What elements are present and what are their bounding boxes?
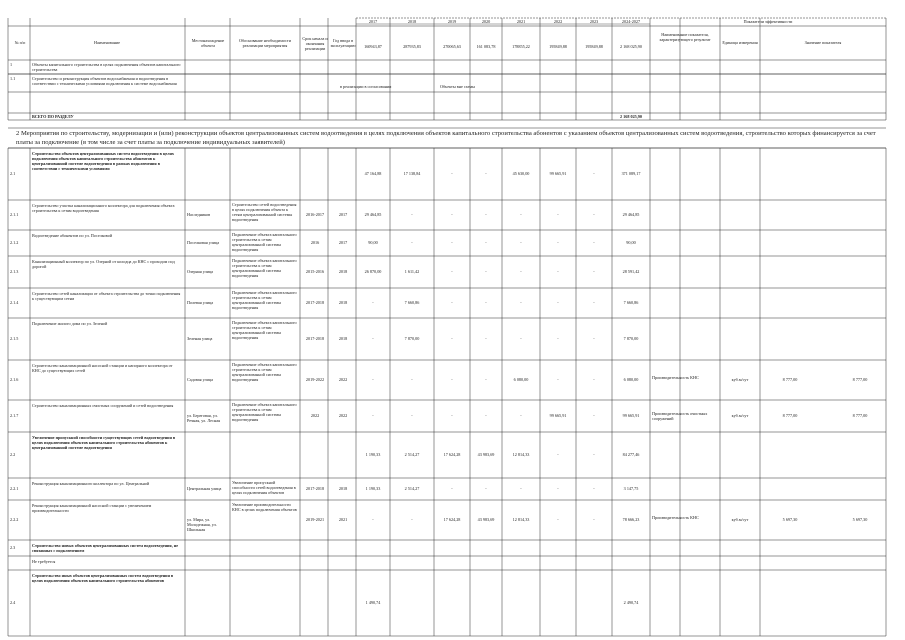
- row-value: 29 464,85: [622, 212, 640, 217]
- header-justification: Обоснование необходимости реализации мероприятия: [239, 38, 291, 48]
- row-value: [435, 600, 469, 606]
- header-num: № п/п: [14, 40, 26, 45]
- row-unit: [722, 545, 758, 551]
- row-indicator: [652, 267, 718, 277]
- row-value: -: [593, 336, 595, 341]
- row-value: -: [557, 240, 559, 245]
- row-value: [541, 600, 575, 606]
- header-ind-value: Значение показателя: [804, 40, 842, 45]
- row-value: [613, 560, 649, 566]
- row-name: Строительство новых объектов централизованных систем водоотведения, не связанных с подключением: [32, 543, 179, 553]
- row-value: 7 870,00: [623, 336, 639, 341]
- row-value: [577, 560, 611, 566]
- header-year-total: 287935,83: [403, 44, 421, 49]
- row-value: -: [372, 413, 374, 418]
- row-value: -: [520, 212, 522, 217]
- row-value: -: [593, 517, 595, 522]
- row-indicator: [652, 558, 718, 568]
- row-name: Строительство участка канализационного коллектора для подключения объекта строительства к сетям водоотведения: [32, 203, 175, 213]
- row-name: Строительство иных объектов централизованных систем водоотведения в целях подключения объектов капитального строительства абонентов: [32, 573, 174, 583]
- row-value: 99 665,91: [549, 413, 567, 418]
- row-value: 29 464,85: [364, 212, 382, 217]
- row-value: 99 665,91: [622, 413, 640, 418]
- row-value: -: [520, 240, 522, 245]
- row-value: -: [411, 413, 413, 418]
- row-value: -: [520, 300, 522, 305]
- row-num: 2.1.5: [10, 336, 19, 341]
- row-value: -: [451, 269, 453, 274]
- row-name: Строительство сетей канализации от объекта строительства до точки подключения к существующим сетям: [32, 291, 181, 301]
- row-value: 17 138,84: [403, 171, 421, 176]
- row-value: [391, 600, 433, 606]
- row-ind-value: [840, 336, 880, 342]
- row-value: 43 983,69: [477, 517, 495, 522]
- row-value: -: [593, 300, 595, 305]
- row-num: 2.4: [10, 600, 16, 605]
- row-name: Строительство и реконструкция объектов водоснабжения и водоотведения в соответствии с техническими условиями подключения к системе водоснабжения: [32, 76, 177, 86]
- row-year: 2022: [338, 377, 348, 382]
- row-start: 2016-2017: [305, 212, 325, 217]
- header-year-5: 2022: [553, 19, 563, 24]
- row-start: 2017-2018: [305, 336, 325, 341]
- header-year-total: 2 168 025,90: [620, 44, 642, 49]
- row-value: 78 666,23: [622, 517, 640, 522]
- header-location: Местонахождение объекта: [191, 38, 225, 48]
- row-unit: [722, 486, 758, 492]
- row-name: Строительство канализационных очистных сооружений и сетей водоотведения: [32, 403, 174, 408]
- row-value: 2 514,27: [404, 452, 420, 457]
- row-value: -: [485, 212, 487, 217]
- row-value: 17 624,28: [443, 452, 461, 457]
- row-value: -: [557, 452, 559, 457]
- row-num: [10, 560, 28, 566]
- row-value: -: [451, 300, 453, 305]
- row-start: [302, 600, 328, 606]
- row-ind-value: [772, 486, 808, 492]
- row-indicator: [652, 334, 718, 344]
- header-year-total: 270065,63: [443, 44, 461, 49]
- row-indicator: [652, 484, 718, 494]
- row-unit: [722, 269, 758, 275]
- row-num: 2.2.1: [10, 486, 19, 491]
- row-value: -: [593, 269, 595, 274]
- row-year: 2018: [338, 336, 348, 341]
- row-value: -: [451, 377, 453, 382]
- row-ind-value: [840, 600, 880, 606]
- row-indicator: Производительность КНС: [652, 375, 699, 380]
- row-value: -: [451, 240, 453, 245]
- row-value: 28 591,42: [622, 269, 640, 274]
- row-year: 2022: [338, 413, 348, 418]
- row-ind-value: 8 777,00: [782, 377, 798, 382]
- header-indicators: Показатели эффективности: [743, 19, 793, 24]
- row-location: ул. Береговая, ул. Речная, ул. Лесная: [187, 413, 221, 423]
- row-value: [357, 545, 389, 551]
- header-year-7: 2024-2027: [621, 19, 641, 24]
- row-year: 2017: [338, 212, 348, 217]
- row-location: [187, 171, 229, 179]
- row-value: [357, 560, 389, 566]
- row-justification: Подключение объекта капитального строительства к сетям централизованной системы водоотведения: [232, 232, 297, 252]
- row-value: 7 870,00: [404, 336, 420, 341]
- row-justification: [232, 542, 298, 555]
- row-value: -: [557, 212, 559, 217]
- row-value: -: [485, 377, 487, 382]
- row-value: 45 630,00: [512, 171, 530, 176]
- row-indicator: Производительность очистных сооружений: [652, 411, 708, 421]
- section-title: 2 Мероприятия по строительству, модернизации и (или) реконструкции объектов централизованных систем водоотведения в целях подключения объектов капитального строительства абонентов с указанием объектов централизованных систем водоотведения, строительство которых финансируется за счет платы за подключение (в том числе за счет платы за подключение индивидуальных заявителей): [16, 130, 876, 146]
- row-value: 1 190,33: [365, 486, 381, 491]
- row-location: Зеленая улица: [187, 336, 213, 341]
- row-value: [503, 545, 539, 551]
- row-indicator: [652, 298, 718, 308]
- row-num: 2.1.1: [10, 212, 19, 217]
- row-location: Наследников: [187, 212, 211, 217]
- header-name: Наименование: [93, 40, 121, 45]
- row-value: 3 147,75: [623, 486, 639, 491]
- row-location: [187, 452, 229, 460]
- row-name: Подключение жилого дома по ул. Зеленой: [32, 321, 108, 326]
- row-ind-value: [772, 560, 808, 566]
- row-year: 2018: [338, 486, 348, 491]
- row-location: Озерная улица: [187, 269, 214, 274]
- row-value: [541, 560, 575, 566]
- row-unit: куб.м/сут: [731, 377, 749, 382]
- row-value: [391, 545, 433, 551]
- row-unit: [722, 240, 758, 246]
- row-value: -: [557, 300, 559, 305]
- row-value: -: [593, 171, 595, 176]
- row-justification: Подключение объекта капитального строительства к сетям централизованной системы водоотведения: [232, 362, 297, 382]
- row-start: 2017-2018: [305, 300, 325, 305]
- row-value: -: [411, 517, 413, 522]
- row-start: [302, 171, 328, 177]
- row-ind-value: [772, 300, 808, 306]
- row-value: -: [557, 377, 559, 382]
- row-value: -: [451, 413, 453, 418]
- row-justification: [232, 572, 298, 635]
- row-year: [330, 600, 356, 606]
- row-ind-value: 8 777,00: [782, 413, 798, 418]
- row-value: -: [593, 212, 595, 217]
- row-ind-value: [772, 269, 808, 275]
- row-location: [187, 600, 229, 608]
- row-year: 2021: [338, 517, 348, 522]
- row-year: 2018: [338, 300, 348, 305]
- row-unit: [722, 560, 758, 566]
- row-value: 26 870,00: [364, 269, 382, 274]
- row-indicator: [652, 238, 718, 248]
- row-value: 47 164,88: [364, 171, 382, 176]
- row-ind-value: [840, 486, 880, 492]
- header-year-1: 2018: [407, 19, 417, 24]
- row-ind-value: [772, 240, 808, 246]
- row-ind-value: 8 777,00: [852, 413, 868, 418]
- row-unit: куб.м/сут: [731, 413, 749, 418]
- row-value: -: [593, 377, 595, 382]
- row-unit: [722, 300, 758, 306]
- row-num: 2.2: [10, 452, 16, 457]
- row-status: в реализации в согласовании: [340, 84, 392, 89]
- row-year: 2018: [338, 269, 348, 274]
- row-value: -: [485, 300, 487, 305]
- row-name: Не требуется: [32, 559, 56, 564]
- row-value: -: [372, 300, 374, 305]
- row-name: Реконструкция канализационной насосной станции с увеличением производительности: [32, 503, 152, 513]
- row-unit: куб.м/сут: [731, 517, 749, 522]
- row-indicator: [652, 543, 718, 553]
- row-ind-value: [772, 600, 808, 606]
- row-value: 1 190,33: [365, 452, 381, 457]
- row-value: [503, 560, 539, 566]
- row-num: 2.3: [10, 545, 16, 550]
- row-name: Водоотведение абонентов по ул. Поселковой: [32, 233, 113, 238]
- row-num: 1.1: [10, 76, 16, 81]
- row-value: 43 983,69: [477, 452, 495, 457]
- row-value: [471, 600, 501, 606]
- row-value: 7 660,86: [404, 300, 420, 305]
- row-ind-value: [772, 336, 808, 342]
- row-value: -: [520, 486, 522, 491]
- row-value: [471, 560, 501, 566]
- row-num: 2.1.4: [10, 300, 19, 305]
- total-label: ВСЕГО ПО РАЗДЕЛУ: [32, 114, 74, 119]
- row-value: -: [593, 413, 595, 418]
- row-value: 371 089,17: [621, 171, 641, 176]
- row-value: -: [557, 486, 559, 491]
- row-start: 2022: [310, 413, 320, 418]
- header-year-total: 161 083,78: [476, 44, 496, 49]
- row-value: [435, 560, 469, 566]
- row-name: Строительство объектов централизованных систем водоотведения в целях подключения объектов капитального строительства абонентов к централизованной системе водоотведения в рамках подключения в соответствии с техническими условиями: [32, 151, 174, 171]
- row-value: -: [372, 377, 374, 382]
- row-num: 2.1.2: [10, 240, 19, 245]
- row-start: [302, 545, 328, 551]
- row-location: Садовая улица: [187, 377, 213, 382]
- row-ind-value: [840, 171, 880, 177]
- row-value: -: [485, 486, 487, 491]
- row-value: -: [411, 377, 413, 382]
- row-value: -: [520, 336, 522, 341]
- row-justification: Подключение объекта капитального строительства к сетям централизованной системы водоотведения: [232, 320, 297, 340]
- row-location: Центральная улица: [187, 486, 222, 491]
- row-ind-value: [772, 452, 808, 458]
- row-value: 6 080,00: [513, 377, 529, 382]
- row-value: -: [485, 240, 487, 245]
- row-ind-value: [840, 269, 880, 275]
- row-num: 2.2.2: [10, 517, 19, 522]
- row-year: [330, 171, 356, 177]
- row-start: 2019-2022: [305, 377, 325, 382]
- row-justification: Увеличение пропускной способности сетей водоотведения в целях подключения объектов: [232, 480, 296, 495]
- row-value: -: [593, 240, 595, 245]
- row-indicator: Производительность КНС: [652, 515, 699, 520]
- header-year-total: 178855,22: [512, 44, 530, 49]
- row-value: -: [411, 212, 413, 217]
- header-year-3: 2020: [481, 19, 491, 24]
- row-value: -: [411, 240, 413, 245]
- row-name: Строительство канализационной насосной станции и напорного коллектора от КНС до существующих сетей: [32, 363, 173, 373]
- row-start: 2017-2018: [305, 486, 325, 491]
- row-ind-value: [772, 212, 808, 218]
- row-ind-value: 5 697,30: [852, 517, 868, 522]
- header-year-total: 160943,87: [364, 44, 382, 49]
- row-justification: Подключение объекта капитального строительства к сетям централизованной системы водоотведения: [232, 258, 297, 278]
- row-value: -: [593, 452, 595, 457]
- row-justification: Подключение объекта капитального строительства к сетям централизованной системы водоотведения: [232, 290, 297, 310]
- row-value: -: [485, 269, 487, 274]
- row-ind-value: [772, 171, 808, 177]
- row-indicator: [652, 210, 718, 220]
- row-justification: Подключение объекта капитального строительства к сетям централизованной системы водоотведения: [232, 402, 297, 422]
- row-value: 90,00: [368, 240, 378, 245]
- row-value: 90,00: [626, 240, 636, 245]
- row-unit: [722, 171, 758, 177]
- row-value: 2 490,74: [623, 600, 639, 605]
- row-ind-value: 5 697,30: [782, 517, 798, 522]
- header-year-0: 2017: [368, 19, 378, 24]
- row-num: 1: [10, 62, 13, 67]
- total-value: 2 168 025,90: [620, 114, 642, 119]
- row-name: Реконструкция канализационного коллектора по ул. Центральной: [32, 481, 150, 486]
- row-ind-value: [840, 212, 880, 218]
- row-value: 6 080,00: [623, 377, 639, 382]
- row-value: -: [451, 486, 453, 491]
- row-value: 17 624,28: [443, 517, 461, 522]
- row-value: [577, 545, 611, 551]
- row-unit: [722, 452, 758, 458]
- row-ind-value: [840, 240, 880, 246]
- row-ind-value: [840, 452, 880, 458]
- row-value: -: [593, 486, 595, 491]
- row-justification: Строительство сетей водоотведения в целях подключения объекта к сетям централизованной системы водоотведения: [232, 202, 297, 222]
- row-value: [577, 600, 611, 606]
- header-year-total: 195849,88: [585, 44, 603, 49]
- row-unit: [722, 212, 758, 218]
- header-ind-unit: Единица измерения: [722, 40, 758, 45]
- row-value: [613, 545, 649, 551]
- header-year-6: 2023: [589, 19, 599, 24]
- row-start: [302, 560, 328, 566]
- row-start: 2016: [310, 240, 320, 245]
- row-ind-value: [840, 300, 880, 306]
- row-num: 2.1.6: [10, 377, 19, 382]
- row-value: [435, 545, 469, 551]
- row-name: Объекты капитального строительства в целях подключения объектов капитального строительства: [32, 62, 181, 72]
- row-value: -: [485, 336, 487, 341]
- row-num: 2.1.7: [10, 413, 19, 418]
- row-value: -: [485, 413, 487, 418]
- row-justification: Увеличение производительности КНС в целях подключения объектов: [232, 502, 297, 512]
- row-location: ул. Мира, ул. Молодежная, ул. Школьная: [187, 517, 217, 532]
- header-year: Год ввода в эксплуатацию: [330, 38, 356, 48]
- row-year: [330, 452, 356, 458]
- row-start: 2015-2016: [305, 269, 325, 274]
- row-justification: [232, 434, 298, 477]
- row-year: 2017: [338, 240, 348, 245]
- row-unit: [722, 600, 758, 606]
- header-ind-name: Наименование показателя, характеризующего результат: [659, 32, 711, 42]
- row-value: 1 490,74: [365, 600, 381, 605]
- row-location: [187, 545, 229, 553]
- header-year-total: 195849,88: [549, 44, 567, 49]
- row-value: [541, 545, 575, 551]
- row-value: -: [485, 171, 487, 176]
- row-value: 84 277,46: [622, 452, 640, 457]
- row-unit: [722, 336, 758, 342]
- row-name: Канализационный коллектор по ул. Озерной от колодца до КНС с проходом под дорогой: [32, 259, 175, 269]
- row-value: -: [451, 171, 453, 176]
- row-justification: [232, 558, 298, 569]
- row-ind-value: [840, 545, 880, 551]
- row-value: 2 514,27: [404, 486, 420, 491]
- row-start: 2019-2021: [305, 517, 325, 522]
- row-year: [330, 560, 356, 566]
- header-year-2: 2019: [447, 19, 457, 24]
- row-value: -: [557, 336, 559, 341]
- row-ind-value: 8 777,00: [852, 377, 868, 382]
- row-value: [391, 560, 433, 566]
- row-value: -: [520, 413, 522, 418]
- row-value: -: [557, 269, 559, 274]
- row-value: 99 665,91: [549, 171, 567, 176]
- row-indicator: [652, 450, 718, 460]
- row-ind-value: [772, 545, 808, 551]
- row-value: [503, 600, 539, 606]
- row-value: 7 660,86: [623, 300, 639, 305]
- row-value: -: [557, 517, 559, 522]
- header-start: Срок начала и окончания реализации: [302, 36, 328, 51]
- header-year-4: 2021: [516, 19, 526, 24]
- row-justification: [232, 150, 298, 199]
- row-value: 12 814,33: [512, 517, 530, 522]
- row-value: -: [451, 336, 453, 341]
- row-location: Полевая улица: [187, 300, 214, 305]
- row-value: 1 611,42: [404, 269, 420, 274]
- row-location: [187, 560, 229, 568]
- row-value: 12 814,33: [512, 452, 530, 457]
- row-num: 2.1.3: [10, 269, 19, 274]
- row-num: 2.1: [10, 171, 16, 176]
- row-location: Поселковая улица: [187, 240, 220, 245]
- row-ind-value: [840, 560, 880, 566]
- row-value: -: [451, 212, 453, 217]
- row-year: [330, 545, 356, 551]
- row-value: -: [520, 269, 522, 274]
- row-note: Объекты вне схемы: [440, 84, 475, 89]
- row-value: -: [372, 517, 374, 522]
- row-indicator: [652, 598, 718, 608]
- row-name: Увеличение пропускной способности существующих сетей водоотведения в целях подключения объектов капитального строительства абонентов к централизованной системе водоотведения: [32, 435, 176, 450]
- row-value: -: [372, 336, 374, 341]
- row-value: [471, 545, 501, 551]
- row-indicator: [652, 169, 718, 179]
- row-start: [302, 452, 328, 458]
